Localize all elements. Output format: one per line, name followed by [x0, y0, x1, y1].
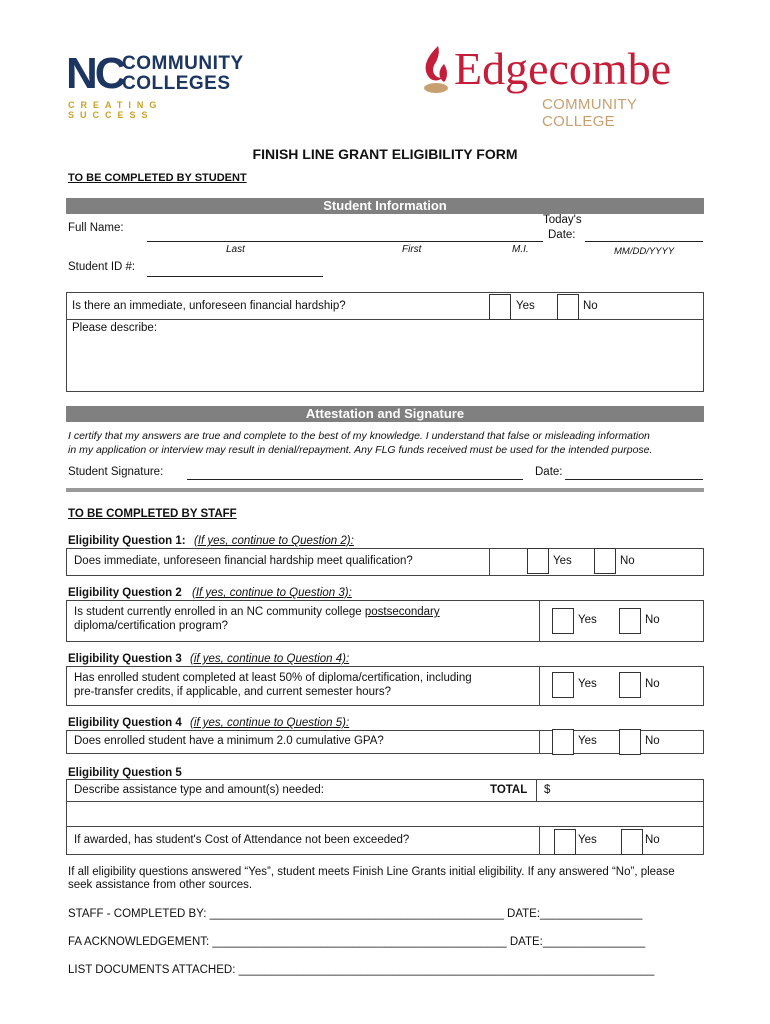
form-title: FINISH LINE GRANT ELIGIBILITY FORM: [252, 146, 518, 162]
q4-no-label: No: [645, 735, 660, 747]
nc-logo-line1: COMMUNITY: [122, 53, 244, 74]
q4-yes-checkbox[interactable]: [552, 729, 574, 755]
q3-text-2: pre-transfer credits, if applicable, and current semester hours?: [74, 686, 392, 698]
attestation-bar: Attestation and Signature: [66, 406, 704, 422]
last-sublabel: Last: [226, 244, 245, 255]
q2-no-label: No: [645, 614, 660, 626]
hardship-yes-label: Yes: [516, 300, 535, 312]
q5-amount-field[interactable]: [555, 780, 703, 800]
edgecombe-name: Edgecombe: [454, 43, 672, 94]
student-signature-field[interactable]: [187, 479, 523, 480]
attestation-text-1: I certify that my answers are true and complete to the best of my knowledge. I understand that false or misleading information: [68, 430, 650, 442]
q3-yes-label: Yes: [578, 678, 597, 690]
q3-hint: (if yes, continue to Question 4):: [190, 653, 350, 665]
student-id-field[interactable]: [147, 276, 323, 277]
q3-divider: [539, 666, 540, 706]
full-name-field[interactable]: [147, 241, 543, 242]
flame-icon: [418, 44, 454, 96]
q2-text-1: [74, 606, 440, 618]
q4-label: Eligibility Question 4: [68, 717, 182, 729]
q5-coa-text: If awarded, has student's Cost of Attendance not been exceeded?: [74, 834, 410, 846]
q5-description-field[interactable]: [67, 802, 703, 825]
hardship-no-checkbox[interactable]: [557, 294, 579, 320]
q5-divider-2: [66, 826, 704, 827]
q2-label: Eligibility Question 2: [68, 587, 182, 599]
edgecombe-logo: [418, 43, 708, 130]
hardship-divider: [66, 319, 704, 320]
q3-no-label: No: [645, 678, 660, 690]
signature-date-field[interactable]: [565, 479, 703, 480]
q3-yes-checkbox[interactable]: [552, 672, 574, 698]
q1-label: Eligibility Question 1:: [68, 535, 186, 547]
attestation-text-2: in my application or interview may result in denial/repayment. Any FLG funds received must be used for the intended purpose.: [68, 444, 653, 456]
q2-text-1-underlined: postsecondary: [364, 606, 440, 618]
q2-no-checkbox[interactable]: [619, 608, 641, 634]
q4-yes-label: Yes: [578, 735, 597, 747]
please-describe-label: Please describe:: [72, 322, 158, 334]
q1-text: Does immediate, unforeseen financial hardship meet qualification?: [74, 555, 413, 567]
hardship-yes-checkbox[interactable]: [489, 294, 511, 320]
q5-text: Describe assistance type and amount(s) needed:: [74, 784, 324, 796]
q5-yes-checkbox[interactable]: [554, 829, 576, 855]
q2-yes-checkbox[interactable]: [552, 608, 574, 634]
staff-section-heading: TO BE COMPLETED BY STAFF: [68, 508, 237, 520]
nc-community-colleges-logo: [66, 49, 244, 120]
hardship-question: Is there an immediate, unforeseen financial hardship?: [72, 300, 346, 312]
student-info-bar: Student Information: [66, 198, 704, 214]
q2-divider: [539, 600, 540, 642]
list-documents-line[interactable]: LIST DOCUMENTS ATTACHED: _________________________________________________________________: [68, 964, 655, 976]
q5-no-checkbox[interactable]: [621, 829, 643, 855]
nc-logo-tagline: CREATING SUCCESS: [68, 100, 163, 120]
signature-date-label: Date:: [535, 466, 563, 478]
q3-no-checkbox[interactable]: [619, 672, 641, 698]
section-divider: [66, 488, 704, 492]
q5-coa-divider: [539, 826, 540, 855]
first-sublabel: First: [402, 244, 422, 255]
staff-completed-by-line[interactable]: STAFF - COMPLETED BY: ______________________________________________ DATE:________________: [68, 908, 643, 920]
q3-label: Eligibility Question 3: [68, 653, 182, 665]
q4-no-checkbox[interactable]: [619, 729, 641, 755]
hardship-no-label: No: [583, 300, 598, 312]
q2-text-2: diploma/certification program?: [74, 620, 229, 632]
q5-total-label: TOTAL: [490, 784, 528, 796]
q1-divider: [489, 548, 490, 576]
edgecombe-sub: COMMUNITY COLLEGE: [542, 96, 637, 130]
q1-no-label: No: [620, 555, 635, 567]
q5-total-divider: [536, 779, 537, 801]
eligibility-note-2: seek assistance from other sources.: [68, 879, 253, 891]
q2-hint: (If yes, continue to Question 3):: [192, 587, 352, 599]
todays-date-field[interactable]: [585, 241, 703, 242]
q2-text-1-pre: Is student currently enrolled in an NC community college: [74, 606, 365, 618]
todays-date-label-2: Date:: [548, 229, 576, 241]
fa-acknowledgement-line[interactable]: FA ACKNOWLEDGEMENT: ______________________________________________ DATE:________________: [68, 936, 646, 948]
q5-label: Eligibility Question 5: [68, 767, 182, 779]
hardship-description-area[interactable]: [67, 338, 703, 391]
q4-text: Does enrolled student have a minimum 2.0 cumulative GPA?: [74, 735, 384, 747]
full-name-label: Full Name:: [68, 222, 124, 234]
nc-logo-mark: NC: [66, 49, 124, 98]
q1-no-checkbox[interactable]: [594, 548, 616, 574]
q1-yes-checkbox[interactable]: [527, 548, 549, 574]
student-id-label: Student ID #:: [68, 261, 136, 273]
q5-dollar-sign: $: [544, 784, 551, 796]
student-section-heading: TO BE COMPLETED BY STUDENT: [68, 172, 247, 184]
nc-logo-line2: COLLEGES: [122, 73, 231, 94]
q4-divider: [539, 730, 540, 754]
date-format-sublabel: MM/DD/YYYY: [614, 246, 675, 257]
q4-hint: (if yes, continue to Question 5):: [190, 717, 350, 729]
todays-date-label-1: Today's: [543, 214, 582, 226]
q1-hint: (If yes, continue to Question 2):: [194, 535, 354, 547]
mi-sublabel: M.I.: [512, 244, 529, 255]
q3-text-1: Has enrolled student completed at least 50% of diploma/certification, including: [74, 672, 472, 684]
q5-no-label: No: [645, 834, 660, 846]
q5-yes-label: Yes: [578, 834, 597, 846]
q2-yes-label: Yes: [578, 614, 597, 626]
student-signature-label: Student Signature:: [68, 466, 164, 478]
q1-yes-label: Yes: [553, 555, 572, 567]
eligibility-note-1: If all eligibility questions answered “Yes”, student meets Finish Line Grants initial eligibility. If any answered “No”, please: [68, 866, 675, 878]
